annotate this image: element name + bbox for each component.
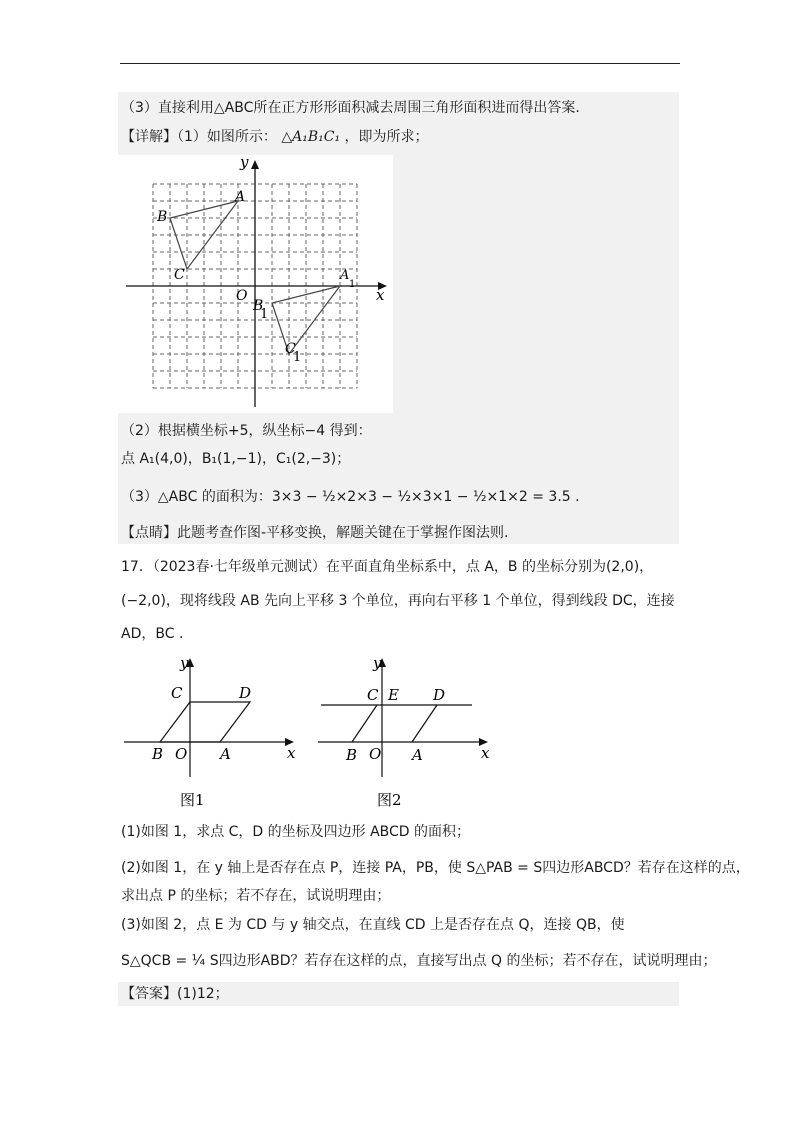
answer-line: 【答案】(1)12； xyxy=(121,986,229,1002)
fig1-point-b: B xyxy=(152,745,164,763)
grid-svg xyxy=(118,155,393,413)
sub2-line-a: (2)如图 1，在 y 轴上是否存在点 P，连接 PA，PB，使 S△PAB = S四边形ABCD？若存在这样的点， xyxy=(121,860,750,876)
detail-prefix: 【详解】（1）如图所示： xyxy=(121,129,277,145)
fig1-point-d: D xyxy=(239,684,252,702)
sub1-line: (1)如图 1，求点 C，D 的坐标及四边形 ABCD 的面积； xyxy=(121,824,471,840)
sub2-line-b: 求出点 P 的坐标；若不存在，试说明理由； xyxy=(121,888,391,904)
fig1-origin: O xyxy=(175,745,188,763)
grid-point-a: A xyxy=(235,189,246,205)
grid-point-b1-sub: 1 xyxy=(260,307,269,322)
grid-x-label: x xyxy=(376,286,385,304)
q17-line1: 17．（2023春·七年级单元测试）在平面直角坐标系中，点 A，B 的坐标分别为(2,0)， xyxy=(121,559,654,575)
fig2-point-e: E xyxy=(388,686,399,704)
fig2-point-d: D xyxy=(433,686,446,704)
fig2-origin: O xyxy=(369,745,382,763)
fig2-point-c: C xyxy=(367,686,379,704)
fig2-point-a: A xyxy=(412,746,423,764)
area-line: （3）△ABC 的面积为：3×3 − ½×2×3 − ½×3×1 − ½×1×2 = 3.5 . xyxy=(121,489,580,505)
fig1-parallelogram xyxy=(160,702,250,742)
sub3-line-a: (3)如图 2，点 E 为 CD 与 y 轴交点，在直线 CD 上是否存在点 Q，连接 QB，使 xyxy=(121,917,625,933)
fig2-x-label: x xyxy=(481,744,490,762)
figure-1 xyxy=(118,652,308,812)
detail-triangle: △A₁B₁C₁ xyxy=(281,129,341,145)
fig1-point-a: A xyxy=(220,745,231,763)
grid-y-label: y xyxy=(240,155,249,171)
fig2-caption: 图2 xyxy=(377,791,402,809)
fig2-y-label: y xyxy=(373,654,382,672)
fig2-point-b: B xyxy=(346,746,358,764)
hint-line: （3）直接利用△ABC所在正方形形面积减去周围三角形面积进而得出答案. xyxy=(121,100,580,116)
comment-line: 【点睛】此题考查作图-平移变换，解题关键在于掌握作图法则. xyxy=(121,525,509,541)
figure-2 xyxy=(315,652,500,812)
fig1-x-label: x xyxy=(287,744,296,762)
figure-1-svg xyxy=(118,652,308,812)
detail-suffix: ，即为所求； xyxy=(344,129,429,145)
header-rule xyxy=(120,63,680,64)
q17-line2: (−2,0)，现将线段 AB 先向上平移 3 个单位，再向右平移 1 个单位，得到线段 DC，连接 xyxy=(121,593,675,609)
grid-origin-label: O xyxy=(236,288,248,304)
grid-point-b: B xyxy=(157,209,168,225)
grid-point-c: C xyxy=(174,267,185,283)
grid-point-c1-sub: 1 xyxy=(293,350,302,365)
grid-point-b1: B xyxy=(253,298,264,314)
fig2-segment-ad xyxy=(412,705,437,742)
grid-figure xyxy=(118,155,393,413)
detail-line xyxy=(121,127,429,147)
q17-line3: AD，BC . xyxy=(121,626,184,642)
grid-point-a1-sub: 1 xyxy=(349,279,356,290)
fig1-y-label: y xyxy=(180,654,189,672)
grid-point-a1: A xyxy=(340,268,350,283)
points-line: 点 A₁(4,0)，B₁(1,−1)，C₁(2,−3)； xyxy=(121,451,351,467)
step2-line: （2）根据横坐标+5，纵坐标−4 得到： xyxy=(121,423,372,439)
fig1-caption: 图1 xyxy=(180,791,205,809)
figure-2-svg xyxy=(315,652,500,812)
sub3-line-b: S△QCB = ¼ S四边形ABD？若存在这样的点，直接写出点 Q 的坐标；若不存在，试说明理由； xyxy=(121,953,717,969)
grid-point-c1: C xyxy=(285,341,296,357)
fig2-segment-bc xyxy=(352,705,377,742)
fig1-point-c: C xyxy=(171,684,183,702)
